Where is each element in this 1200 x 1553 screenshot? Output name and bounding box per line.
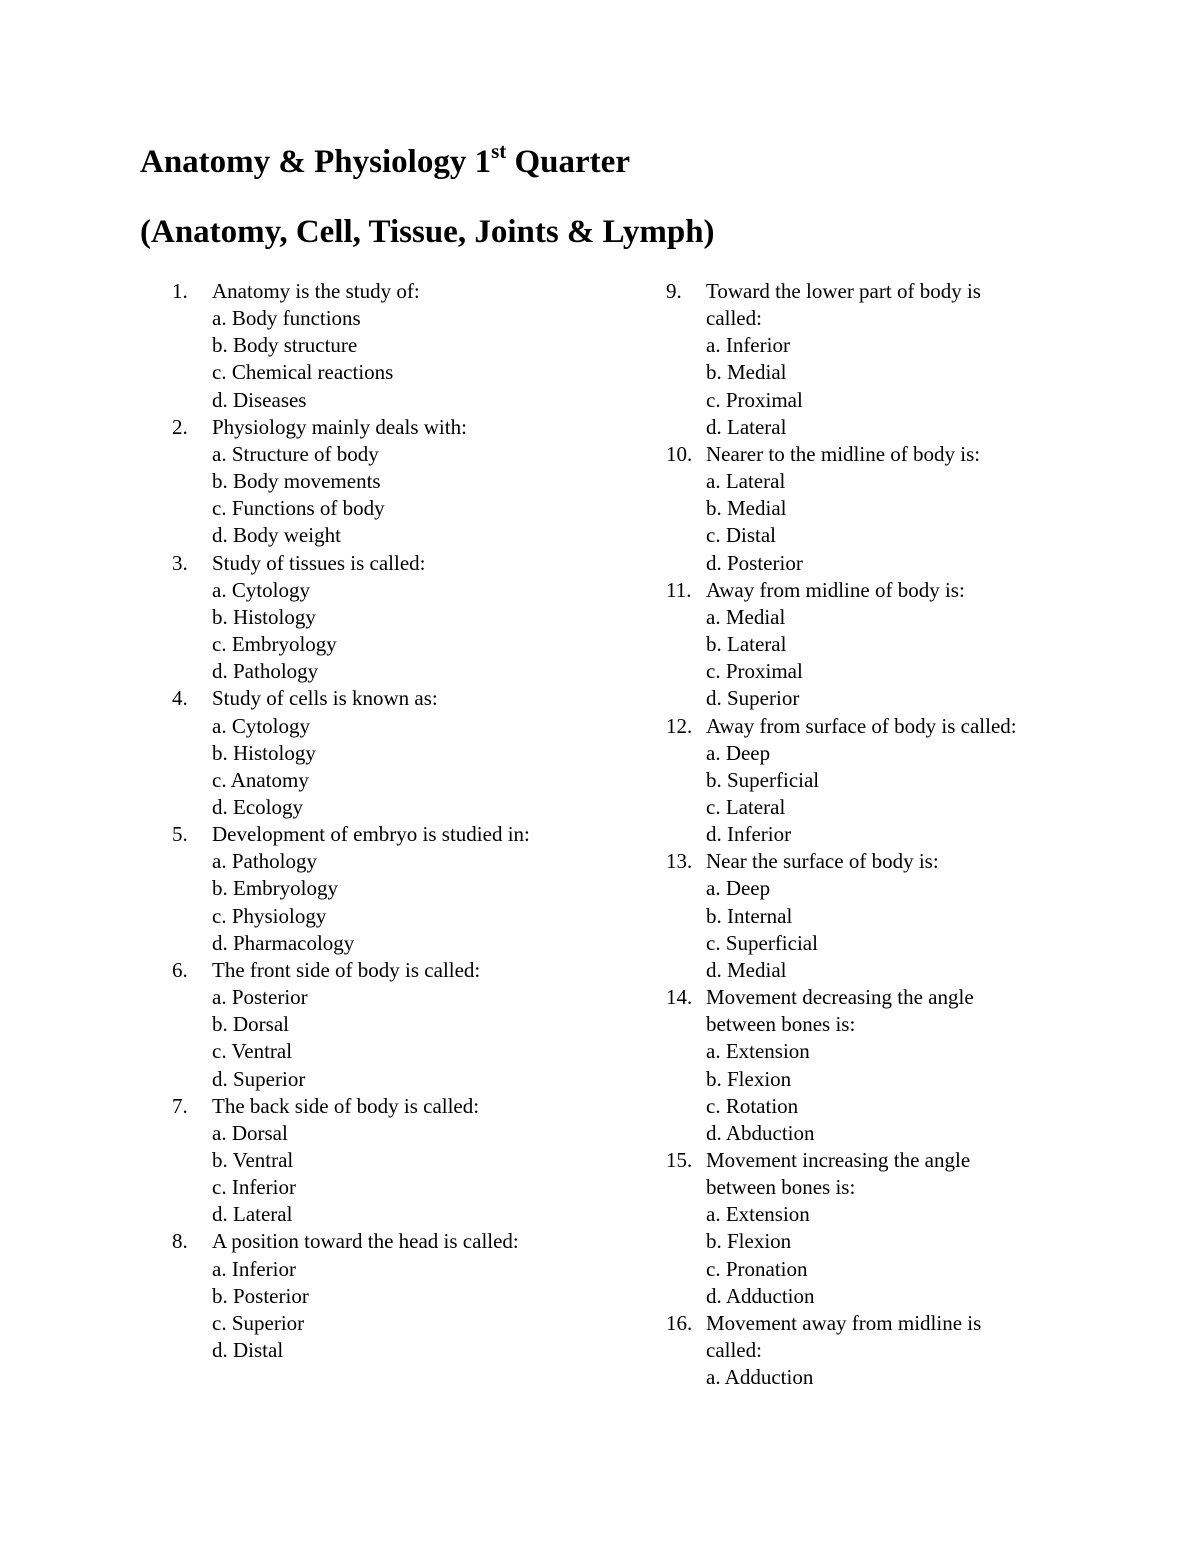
answer-option: b. Medial <box>706 496 787 521</box>
question-number: 15. <box>666 1148 693 1172</box>
question-column-right <box>666 278 1086 1391</box>
document-subtitle: (Anatomy, Cell, Tissue, Joints & Lymph) <box>140 214 715 250</box>
question-text: Away from midline of body is: <box>706 577 965 602</box>
answer-option: b. Flexion <box>706 1066 792 1091</box>
question-text: Physiology mainly deals with: <box>212 414 467 439</box>
answer-option: b. Flexion <box>706 1229 792 1254</box>
answer-option: d. Distal <box>212 1338 284 1363</box>
answer-option: c. Inferior <box>212 1175 296 1200</box>
question-number: 12. <box>666 713 693 738</box>
answer-option: d. Pathology <box>212 659 319 684</box>
answer-option: d. Pharmacology <box>212 930 355 955</box>
question-text: Development of embryo is studied in: <box>212 822 530 847</box>
question-number: 2. <box>172 414 188 439</box>
answer-option: c. Lateral <box>706 794 786 819</box>
question-number: 13. <box>666 849 693 874</box>
question-text: The front side of body is called: <box>212 957 481 982</box>
question-item <box>172 414 632 550</box>
question-column-left <box>172 278 632 1364</box>
answer-option: b. Superficial <box>706 767 820 792</box>
question-item <box>172 1228 632 1364</box>
question-item <box>172 1093 632 1229</box>
answer-option: c. Anatomy <box>212 767 309 792</box>
question-number: 3. <box>172 550 188 575</box>
question-item <box>172 957 632 1093</box>
answer-option: c. Ventral <box>212 1039 293 1064</box>
question-item <box>172 550 632 686</box>
answer-option: c. Proximal <box>706 387 803 412</box>
answer-option: c. Pronation <box>706 1256 808 1281</box>
answer-option: a. Extension <box>706 1039 810 1064</box>
answer-option: c. Embryology <box>212 632 337 657</box>
answer-option: d. Inferior <box>706 822 792 847</box>
answer-option: a. Deep <box>706 876 771 901</box>
answer-option: b. Body movements <box>212 469 381 494</box>
question-item <box>666 1147 1086 1310</box>
question-text: A position toward the head is called: <box>212 1229 519 1254</box>
answer-option: d. Ecology <box>212 794 303 819</box>
question-text: Study of cells is known as: <box>212 686 438 711</box>
answer-option: a. Dorsal <box>212 1120 288 1145</box>
question-item <box>666 577 1086 713</box>
answer-option: a. Posterior <box>212 985 308 1010</box>
question-text: Anatomy is the study of: <box>212 279 420 303</box>
question-number: 9. <box>666 279 682 303</box>
answer-option: b. Medial <box>706 360 787 385</box>
question-item <box>172 821 632 957</box>
answer-option: c. Superior <box>212 1310 305 1335</box>
title-superscript: st <box>491 139 507 163</box>
question-text: Movement increasing the angle between bones is: <box>706 1148 971 1200</box>
answer-option: a. Cytology <box>212 713 310 738</box>
answer-option: a. Structure of body <box>212 441 379 466</box>
answer-option: d. Body weight <box>212 523 341 548</box>
answer-option: b. Internal <box>706 903 793 928</box>
document-title <box>140 139 630 182</box>
answer-option: d. Superior <box>212 1066 306 1091</box>
answer-option: c. Distal <box>706 523 776 548</box>
question-text: The back side of body is called: <box>212 1093 480 1118</box>
question-text: Nearer to the midline of body is: <box>706 441 981 466</box>
question-number: 6. <box>172 957 188 982</box>
question-item <box>172 278 632 414</box>
question-text: Toward the lower part of body is called: <box>706 279 981 331</box>
answer-option: c. Chemical reactions <box>212 360 394 385</box>
answer-option: c. Superficial <box>706 930 818 955</box>
answer-option: c. Proximal <box>706 659 803 684</box>
answer-option: a. Body functions <box>212 306 361 331</box>
answer-option: d. Diseases <box>212 387 307 412</box>
answer-option: d. Medial <box>706 957 787 982</box>
answer-option: b. Body structure <box>212 333 358 358</box>
answer-option: a. Inferior <box>706 333 790 358</box>
question-number: 10. <box>666 441 693 466</box>
answer-option: a. Pathology <box>212 849 317 874</box>
answer-option: c. Rotation <box>706 1093 799 1118</box>
question-item <box>172 685 632 821</box>
answer-option: d. Lateral <box>212 1202 293 1227</box>
question-number: 8. <box>172 1229 188 1254</box>
question-text: Away from surface of body is called: <box>706 713 1017 738</box>
answer-option: b. Histology <box>212 604 316 629</box>
question-text: Movement away from midline is called: <box>706 1310 982 1363</box>
question-number: 5. <box>172 822 188 847</box>
answer-option: b. Dorsal <box>212 1012 289 1037</box>
question-text: Study of tissues is called: <box>212 550 426 575</box>
answer-option: c. Functions of body <box>212 496 385 521</box>
question-number: 14. <box>666 985 693 1010</box>
question-item <box>666 848 1086 984</box>
answer-option: a. Cytology <box>212 577 310 602</box>
answer-option: a. Lateral <box>706 469 786 494</box>
answer-option: b. Ventral <box>212 1148 294 1172</box>
question-text: Near the surface of body is: <box>706 849 939 874</box>
title-main: Anatomy & Physiology 1 <box>140 144 492 180</box>
question-item <box>666 441 1086 577</box>
question-item <box>666 713 1086 849</box>
question-item <box>666 984 1086 1147</box>
question-number: 11. <box>666 577 692 602</box>
question-item <box>666 1310 1086 1391</box>
question-item <box>666 278 1086 441</box>
answer-option: a. Extension <box>706 1202 810 1227</box>
question-number: 16. <box>666 1310 693 1335</box>
answer-option: b. Embryology <box>212 876 338 901</box>
answer-option: a. Inferior <box>212 1256 296 1281</box>
question-number: 4. <box>172 686 188 711</box>
question-number: 7. <box>172 1093 188 1118</box>
answer-option: a. Medial <box>706 604 786 629</box>
title-end: Quarter <box>506 144 630 180</box>
question-text: Movement decreasing the angle between bones is: <box>706 985 974 1037</box>
answer-option: b. Posterior <box>212 1283 309 1308</box>
answer-option: a. Adduction <box>706 1365 814 1390</box>
answer-option: d. Adduction <box>706 1283 815 1308</box>
answer-option: b. Histology <box>212 740 316 765</box>
answer-option: d. Superior <box>706 686 800 711</box>
answer-option: c. Physiology <box>212 903 327 928</box>
answer-option: d. Posterior <box>706 550 803 575</box>
answer-option: d. Abduction <box>706 1120 815 1145</box>
question-number: 1. <box>172 279 188 303</box>
answer-option: d. Lateral <box>706 414 787 439</box>
answer-option: b. Lateral <box>706 632 787 657</box>
answer-option: a. Deep <box>706 740 771 765</box>
